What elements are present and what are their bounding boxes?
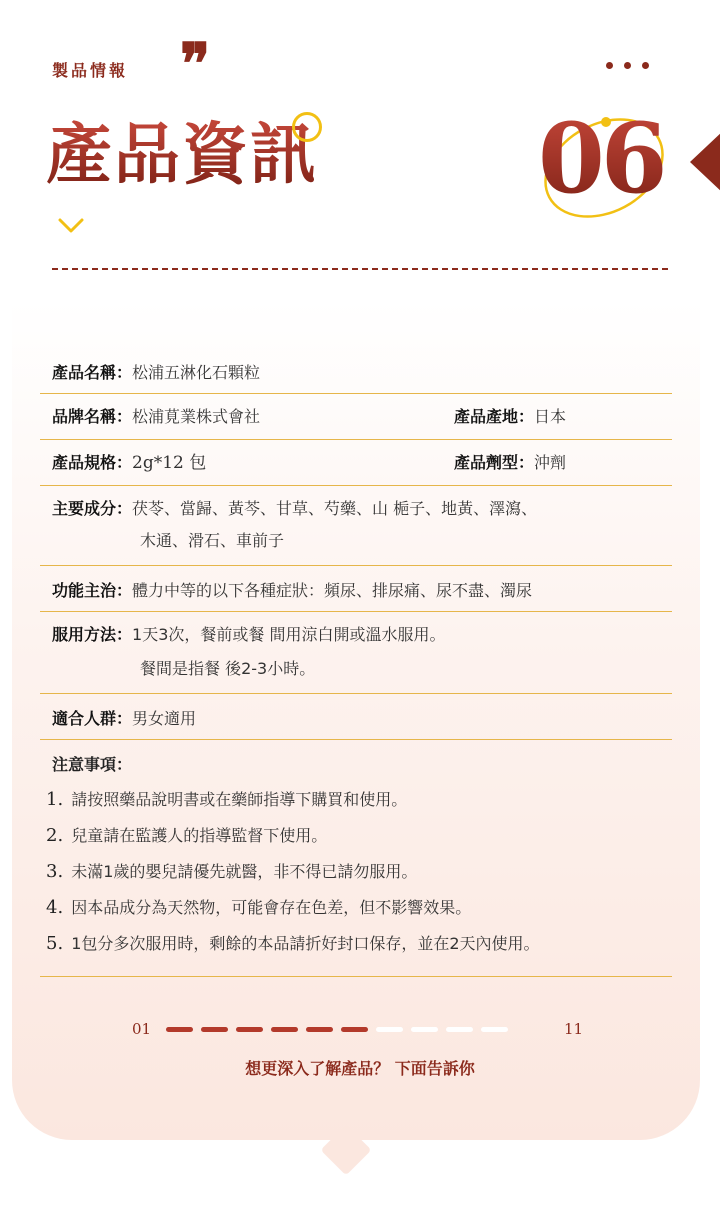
product-name-value: 松浦五淋化石顆粒 [132, 363, 261, 382]
pager-track [166, 1027, 508, 1032]
audience-label: 適合人群： [52, 709, 133, 728]
chevron-down-icon [58, 218, 84, 234]
audience-row [40, 694, 672, 740]
note-text: 未滿1歲的嬰兒請優先就醫，非不得已請勿服用。 [71, 862, 418, 881]
audience-value: 男女適用 [132, 709, 197, 728]
brand-row [40, 394, 672, 440]
brand-label: 品牌名稱： [52, 407, 133, 426]
note-number: 3. [46, 861, 64, 882]
more-dots-icon [606, 62, 649, 69]
product-name-label: 產品名稱： [52, 363, 133, 382]
dot [642, 62, 649, 69]
function-label: 功能主治： [52, 581, 133, 600]
quote-icon: ❞ [180, 31, 211, 97]
note-text: 請按照藥品說明書或在藥師指導下購買和使用。 [71, 790, 408, 809]
list-item [46, 896, 540, 932]
list-item [46, 824, 540, 860]
note-number: 1. [46, 789, 64, 810]
note-number: 5. [46, 933, 64, 954]
pager-segment [306, 1027, 333, 1032]
pager-segment [481, 1027, 508, 1032]
usage-label: 服用方法： [52, 625, 133, 644]
note-number: 2. [46, 825, 64, 846]
notes-list [46, 788, 540, 968]
product-name-row [40, 356, 672, 394]
function-value: 體力中等的以下各種症狀：頻尿、排尿痛、尿不盡、濁尿 [132, 581, 533, 600]
origin-label: 產品產地： [454, 407, 535, 426]
pager-segment [236, 1027, 263, 1032]
form-value: 沖劑 [534, 453, 567, 472]
section-label: 製品情報 [52, 61, 129, 80]
list-item [46, 860, 540, 896]
spec-row [40, 440, 672, 486]
ingredients-line-1: 茯苓、當歸、黃芩、甘草、芍藥、山 梔子、地黃、澤瀉、 [132, 499, 538, 518]
page-progress [0, 1018, 720, 1042]
pager-segment [446, 1027, 473, 1032]
brand-value: 松浦莧業株式會社 [132, 407, 261, 426]
notes-section [40, 752, 672, 977]
list-item [46, 932, 540, 968]
pager-segment [376, 1027, 403, 1032]
spec-value: 2g*12 包 [132, 453, 207, 473]
ingredients-label: 主要成分： [52, 499, 133, 518]
usage-row [40, 612, 672, 694]
notes-title: 注意事項： [52, 755, 133, 774]
dot [624, 62, 631, 69]
list-item [46, 788, 540, 824]
call-to-action: 想更深入了解產品？ 下面告訴你 [245, 1059, 475, 1078]
pager-segment [166, 1027, 193, 1032]
section-number-text: 06 [538, 102, 664, 215]
usage-line-2: 餐間是指餐 後2-3小時。 [140, 659, 316, 678]
note-number: 4. [46, 897, 64, 918]
ingredients-row [40, 486, 672, 566]
origin-value: 日本 [534, 407, 567, 426]
page-title: 產品資訊 [46, 115, 318, 193]
pager-segment [341, 1027, 368, 1032]
section-number [534, 102, 674, 232]
usage-line-1: 1天3次，餐前或餐 間用涼白開或溫水服用。 [132, 625, 446, 644]
note-text: 因本品成分為天然物，可能會存在色差，但不影響效果。 [71, 898, 472, 917]
function-row [40, 566, 672, 612]
pager-segment [271, 1027, 298, 1032]
note-text: 兒童請在監護人的指導監督下使用。 [71, 826, 328, 845]
spec-label: 產品規格： [52, 453, 133, 472]
pager-segment [411, 1027, 438, 1032]
next-arrow-icon[interactable] [690, 130, 720, 194]
pager-end-label: 11 [564, 1020, 584, 1038]
form-label: 產品劑型： [454, 453, 535, 472]
pager-start-label: 01 [132, 1020, 152, 1038]
dot [606, 62, 613, 69]
ingredients-line-2: 木通、滑石、車前子 [140, 531, 285, 550]
header-divider [52, 268, 668, 270]
circle-ornament-icon [292, 112, 322, 142]
pager-segment [201, 1027, 228, 1032]
note-text: 1包分多次服用時，剩餘的本品請折好封口保存，並在2天內使用。 [71, 934, 540, 953]
